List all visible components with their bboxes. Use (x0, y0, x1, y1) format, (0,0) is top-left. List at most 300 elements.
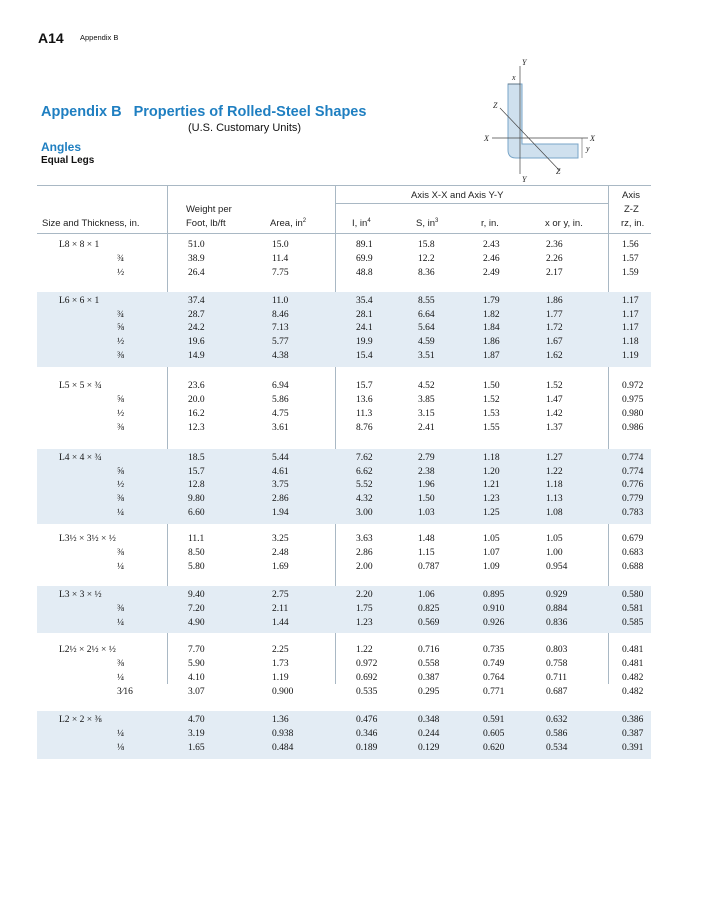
cell-weight: 7.20 (188, 603, 205, 614)
cell-r: 1.09 (483, 561, 500, 572)
cell-size: ¼ (117, 508, 125, 519)
table-row (37, 589, 651, 603)
cell-xy: 1.72 (546, 323, 563, 334)
cell-i: 13.6 (356, 395, 373, 406)
table-row (37, 561, 651, 575)
cell-i: 6.62 (356, 466, 373, 477)
cell-rz: 1.17 (622, 295, 639, 306)
table-row (37, 408, 651, 422)
cell-i: 0.476 (356, 715, 378, 726)
cell-size: ½ (117, 337, 125, 348)
fig-label-x-left: X (484, 134, 489, 143)
cell-weight: 4.90 (188, 617, 205, 628)
cell-weight: 37.4 (188, 295, 205, 306)
cell-weight: 5.90 (188, 659, 205, 670)
table-row (37, 295, 651, 309)
cell-area: 2.86 (272, 494, 289, 505)
table-row (37, 728, 651, 742)
table-row (37, 603, 651, 617)
cell-size: ⅜ (117, 548, 125, 559)
header-rz: rz, in. (621, 218, 645, 229)
cell-weight: 51.0 (188, 240, 205, 250)
cell-xy: 0.758 (546, 659, 568, 670)
cell-s: 4.59 (418, 337, 435, 348)
table-row (37, 466, 651, 480)
table-row (37, 336, 651, 350)
cell-rz: 0.980 (622, 408, 644, 419)
cell-xy: 1.05 (546, 534, 563, 545)
cell-r: 1.53 (483, 408, 500, 419)
table-row (37, 309, 651, 323)
cell-weight: 7.70 (188, 645, 205, 656)
cell-r: 1.23 (483, 494, 500, 505)
fig-label-y-dim: y (586, 144, 590, 153)
table-row (37, 452, 651, 466)
cell-r: 1.05 (483, 534, 500, 545)
fig-label-x-right: X (590, 134, 595, 143)
table-group (37, 377, 651, 439)
cell-s: 15.8 (418, 240, 435, 250)
cell-size: ¼ (117, 617, 125, 628)
cell-rz: 0.783 (622, 508, 644, 519)
cell-xy: 1.42 (546, 408, 563, 419)
table-row (37, 742, 651, 756)
cell-rz: 1.17 (622, 309, 639, 320)
cell-s: 6.64 (418, 309, 435, 320)
cell-i: 3.63 (356, 534, 373, 545)
cell-area: 6.94 (272, 381, 289, 392)
cell-xy: 2.17 (546, 267, 563, 278)
cell-xy: 1.67 (546, 337, 563, 348)
cell-xy: 0.632 (546, 715, 568, 726)
cell-area: 8.46 (272, 309, 289, 320)
table-group (37, 449, 651, 524)
cell-rz: 0.585 (622, 617, 644, 628)
cell-rz: 1.19 (622, 351, 639, 362)
cell-rz: 0.386 (622, 715, 644, 726)
cell-weight: 28.7 (188, 309, 205, 320)
table-row (37, 547, 651, 561)
cell-r: 1.82 (483, 309, 500, 320)
cell-rz: 0.391 (622, 742, 644, 753)
cell-area: 11.4 (272, 253, 289, 264)
cell-xy: 0.586 (546, 728, 568, 739)
cell-area: 5.44 (272, 452, 289, 463)
cell-weight: 1.65 (188, 742, 205, 753)
cell-i: 28.1 (356, 309, 373, 320)
cell-weight: 38.9 (188, 253, 205, 264)
cell-i: 24.1 (356, 323, 373, 334)
cell-s: 1.48 (418, 534, 435, 545)
cell-s: 1.06 (418, 589, 435, 600)
cell-r: 0.749 (483, 659, 505, 670)
cell-i: 69.9 (356, 253, 373, 264)
cell-r: 0.910 (483, 603, 505, 614)
appendix-label: Appendix B (41, 104, 122, 120)
cell-s: 2.38 (418, 466, 435, 477)
cell-weight: 9.40 (188, 589, 205, 600)
cell-r: 0.764 (483, 673, 505, 684)
cell-xy: 1.86 (546, 295, 563, 306)
cell-s: 12.2 (418, 253, 435, 264)
header-axis-xx-yy: Axis X-X and Axis Y-Y (411, 190, 504, 201)
cell-i: 19.9 (356, 337, 373, 348)
section-subtitle: Equal Legs (41, 155, 95, 166)
cell-i: 0.189 (356, 742, 378, 753)
cell-r: 1.84 (483, 323, 500, 334)
cell-xy: 1.27 (546, 452, 563, 463)
cell-weight: 3.07 (188, 687, 205, 698)
cell-r: 1.21 (483, 480, 500, 491)
cell-area: 0.900 (272, 687, 294, 698)
cell-area: 0.484 (272, 742, 294, 753)
cell-size: 3⁄16 (117, 687, 133, 698)
cell-weight: 18.5 (188, 452, 205, 463)
cell-s: 0.825 (418, 603, 440, 614)
cell-xy: 2.36 (546, 240, 563, 250)
table-group (37, 292, 651, 367)
table-row (37, 267, 651, 281)
table-row (37, 422, 651, 436)
cell-xy: 1.47 (546, 395, 563, 406)
cell-rz: 0.774 (622, 466, 644, 477)
cell-i: 11.3 (356, 408, 373, 419)
cell-size: ¼ (117, 673, 125, 684)
cell-area: 11.0 (272, 295, 289, 306)
table-group (37, 236, 651, 284)
cell-xy: 1.22 (546, 466, 563, 477)
angle-cross-section-diagram (470, 56, 610, 186)
cell-xy: 0.884 (546, 603, 568, 614)
cell-i: 0.346 (356, 728, 378, 739)
cell-r: 2.49 (483, 267, 500, 278)
cell-rz: 1.57 (622, 253, 639, 264)
cell-r: 1.79 (483, 295, 500, 306)
cell-s: 1.96 (418, 480, 435, 491)
cell-area: 7.75 (272, 267, 289, 278)
cell-rz: 0.972 (622, 381, 644, 392)
header-weight-l2: Foot, lb/ft (186, 218, 226, 229)
cell-rz: 0.776 (622, 480, 644, 491)
table-row (37, 644, 651, 658)
cell-size: ¼ (117, 561, 125, 572)
cell-i: 7.62 (356, 452, 373, 463)
header-axis-zz-l2: Z-Z (624, 204, 639, 215)
table-row (37, 479, 651, 493)
cell-weight: 16.2 (188, 408, 205, 419)
cell-xy: 0.803 (546, 645, 568, 656)
cell-rz: 1.56 (622, 240, 639, 250)
header-r: r, in. (481, 218, 499, 229)
table-row (37, 380, 651, 394)
cell-xy: 0.836 (546, 617, 568, 628)
table-row (37, 686, 651, 700)
table-group (37, 530, 651, 578)
header-top-rule (37, 185, 651, 186)
cell-i: 15.7 (356, 381, 373, 392)
cell-area: 1.73 (272, 659, 289, 670)
cell-area: 4.61 (272, 466, 289, 477)
cell-i: 35.4 (356, 295, 373, 306)
cell-size: ½ (117, 480, 125, 491)
table-row (37, 658, 651, 672)
cell-size: ⅜ (117, 603, 125, 614)
header-axis-zz-l1: Axis (622, 190, 640, 201)
cell-s: 0.348 (418, 715, 440, 726)
cell-size: ⅜ (117, 659, 125, 670)
cell-r: 2.46 (483, 253, 500, 264)
cell-rz: 0.683 (622, 548, 644, 559)
cell-area: 15.0 (272, 240, 289, 250)
cell-size: ⅛ (117, 742, 125, 753)
cell-size: ⅝ (117, 466, 125, 477)
fig-label-y-bottom: Y (522, 175, 527, 184)
cell-r: 1.87 (483, 351, 500, 362)
cell-area: 1.36 (272, 715, 289, 726)
cell-area: 1.94 (272, 508, 289, 519)
fig-label-z-left: Z (493, 101, 498, 110)
table-row (37, 493, 651, 507)
cell-i: 0.692 (356, 673, 378, 684)
cell-rz: 0.580 (622, 589, 644, 600)
cell-i: 2.20 (356, 589, 373, 600)
cell-weight: 5.80 (188, 561, 205, 572)
cell-s: 0.569 (418, 617, 440, 628)
cell-area: 1.44 (272, 617, 289, 628)
page-title (41, 104, 366, 120)
cell-s: 0.295 (418, 687, 440, 698)
cell-weight: 24.2 (188, 323, 205, 334)
cell-weight: 12.8 (188, 480, 205, 491)
cell-i: 0.972 (356, 659, 378, 670)
cell-r: 0.771 (483, 687, 505, 698)
header-i: I, $in^4$ (352, 218, 371, 230)
cell-weight: 8.50 (188, 548, 205, 559)
cell-rz: 0.482 (622, 673, 644, 684)
cell-rz: 0.779 (622, 494, 644, 505)
cell-size: ¾ (117, 253, 125, 264)
cell-r: 1.86 (483, 337, 500, 348)
cell-size: ½ (117, 267, 125, 278)
cell-weight: 6.60 (188, 508, 205, 519)
cell-i: 0.535 (356, 687, 378, 698)
cell-i: 2.00 (356, 561, 373, 572)
cell-s: 2.79 (418, 452, 435, 463)
cell-rz: 0.975 (622, 395, 644, 406)
header-s: S, $in^3$ (416, 218, 439, 230)
cell-area: 7.13 (272, 323, 289, 334)
cell-r: 1.55 (483, 422, 500, 433)
cell-weight: 15.7 (188, 466, 205, 477)
cell-size: L2 × 2 × ⅜ (59, 715, 102, 726)
cell-rz: 0.986 (622, 422, 644, 433)
cell-weight: 14.9 (188, 351, 205, 362)
cell-rz: 0.581 (622, 603, 644, 614)
cell-xy: 1.18 (546, 480, 563, 491)
cell-size: ⅜ (117, 422, 125, 433)
fig-label-z-bottom: Z (556, 167, 561, 176)
cell-area: 4.75 (272, 408, 289, 419)
table-group (37, 641, 651, 703)
cell-size: ¼ (117, 728, 125, 739)
cell-rz: 0.481 (622, 645, 644, 656)
cell-xy: 0.687 (546, 687, 568, 698)
header-bottom-rule (37, 233, 651, 234)
cell-s: 1.03 (418, 508, 435, 519)
cell-rz: 0.387 (622, 728, 644, 739)
cell-r: 0.620 (483, 742, 505, 753)
cell-size: L5 × 5 × ¾ (59, 381, 102, 392)
cell-s: 1.50 (418, 494, 435, 505)
cell-r: 1.18 (483, 452, 500, 463)
table-group (37, 586, 651, 634)
cell-xy: 0.711 (546, 673, 568, 684)
cell-r: 0.735 (483, 645, 505, 656)
cell-size: L3½ × 3½ × ½ (59, 534, 116, 545)
cell-r: 1.07 (483, 548, 500, 559)
cell-i: 8.76 (356, 422, 373, 433)
cell-weight: 23.6 (188, 381, 205, 392)
cell-xy: 0.534 (546, 742, 568, 753)
running-head: Appendix B (80, 33, 119, 42)
cell-size: L8 × 8 × 1 (59, 240, 100, 250)
page-number: A14 (38, 30, 64, 46)
angle-shape (508, 84, 578, 158)
cell-s: 4.52 (418, 381, 435, 392)
cell-s: 0.244 (418, 728, 440, 739)
cell-xy: 1.52 (546, 381, 563, 392)
cell-size: ⅜ (117, 351, 125, 362)
cell-size: L4 × 4 × ¾ (59, 452, 102, 463)
cell-area: 2.11 (272, 603, 289, 614)
cell-rz: 0.679 (622, 534, 644, 545)
table-row (37, 239, 651, 253)
cell-weight: 9.80 (188, 494, 205, 505)
cell-rz: 0.774 (622, 452, 644, 463)
cell-i: 15.4 (356, 351, 373, 362)
cell-rz: 1.18 (622, 337, 639, 348)
cell-rz: 0.688 (622, 561, 644, 572)
cell-rz: 1.59 (622, 267, 639, 278)
cell-area: 1.69 (272, 561, 289, 572)
cell-size: L2½ × 2½ × ½ (59, 645, 116, 656)
table-group (37, 711, 651, 759)
cell-r: 0.591 (483, 715, 505, 726)
table-row (37, 253, 651, 267)
cell-weight: 3.19 (188, 728, 205, 739)
cell-xy: 0.954 (546, 561, 568, 572)
cell-i: 4.32 (356, 494, 373, 505)
table-row (37, 507, 651, 521)
cell-weight: 11.1 (188, 534, 205, 545)
cell-xy: 1.08 (546, 508, 563, 519)
cell-i: 89.1 (356, 240, 373, 250)
cell-weight: 12.3 (188, 422, 205, 433)
cell-xy: 1.13 (546, 494, 563, 505)
cell-area: 4.38 (272, 351, 289, 362)
table-row (37, 714, 651, 728)
cell-rz: 0.482 (622, 687, 644, 698)
cell-r: 1.52 (483, 395, 500, 406)
fig-label-y-top: Y (522, 58, 527, 67)
cell-s: 2.41 (418, 422, 435, 433)
cell-i: 1.23 (356, 617, 373, 628)
cell-s: 0.129 (418, 742, 440, 753)
cell-size: L6 × 6 × 1 (59, 295, 100, 306)
cell-xy: 1.77 (546, 309, 563, 320)
title-name: Properties of Rolled-Steel Shapes (133, 104, 367, 120)
cell-weight: 4.10 (188, 673, 205, 684)
cell-s: 3.15 (418, 408, 435, 419)
cell-area: 5.86 (272, 395, 289, 406)
cell-i: 48.8 (356, 267, 373, 278)
cell-weight: 19.6 (188, 337, 205, 348)
cell-area: 3.61 (272, 422, 289, 433)
cell-size: ⅝ (117, 323, 125, 334)
section-title: Angles (41, 140, 82, 154)
cell-size: ⅜ (117, 494, 125, 505)
cell-area: 5.77 (272, 337, 289, 348)
cell-size: ¾ (117, 309, 125, 320)
fig-label-x-dim: x (512, 73, 516, 82)
cell-s: 3.51 (418, 351, 435, 362)
header-weight-l1: Weight per (186, 204, 232, 215)
cell-i: 1.22 (356, 645, 373, 656)
cell-i: 2.86 (356, 548, 373, 559)
cell-size: ⅝ (117, 395, 125, 406)
cell-area: 2.75 (272, 589, 289, 600)
header-area: Area, $in^2$ (270, 218, 307, 230)
cell-xy: 1.62 (546, 351, 563, 362)
cell-s: 0.387 (418, 673, 440, 684)
axis-group-rule (336, 203, 608, 204)
units-subtitle: (U.S. Customary Units) (188, 122, 302, 134)
cell-s: 8.55 (418, 295, 435, 306)
cell-weight: 4.70 (188, 715, 205, 726)
cell-r: 1.20 (483, 466, 500, 477)
cell-area: 1.19 (272, 673, 289, 684)
cell-area: 2.48 (272, 548, 289, 559)
header-size: Size and Thickness, in. (42, 218, 140, 229)
cell-s: 0.787 (418, 561, 440, 572)
cell-i: 1.75 (356, 603, 373, 614)
cell-xy: 1.00 (546, 548, 563, 559)
cell-area: 0.938 (272, 728, 294, 739)
cell-xy: 0.929 (546, 589, 568, 600)
cell-r: 0.926 (483, 617, 505, 628)
cell-r: 2.43 (483, 240, 500, 250)
cell-rz: 0.481 (622, 659, 644, 670)
cell-s: 1.15 (418, 548, 435, 559)
cell-size: ½ (117, 408, 125, 419)
cell-s: 0.558 (418, 659, 440, 670)
cell-s: 3.85 (418, 395, 435, 406)
cell-s: 5.64 (418, 323, 435, 334)
table-row (37, 322, 651, 336)
cell-r: 0.895 (483, 589, 505, 600)
cell-s: 0.716 (418, 645, 440, 656)
table-row (37, 617, 651, 631)
header-x-or-y: x or y, in. (545, 218, 583, 229)
cell-r: 0.605 (483, 728, 505, 739)
cell-xy: 2.26 (546, 253, 563, 264)
table-row (37, 533, 651, 547)
cell-weight: 26.4 (188, 267, 205, 278)
table-row (37, 672, 651, 686)
cell-area: 3.25 (272, 534, 289, 545)
cell-i: 5.52 (356, 480, 373, 491)
cell-s: 8.36 (418, 267, 435, 278)
